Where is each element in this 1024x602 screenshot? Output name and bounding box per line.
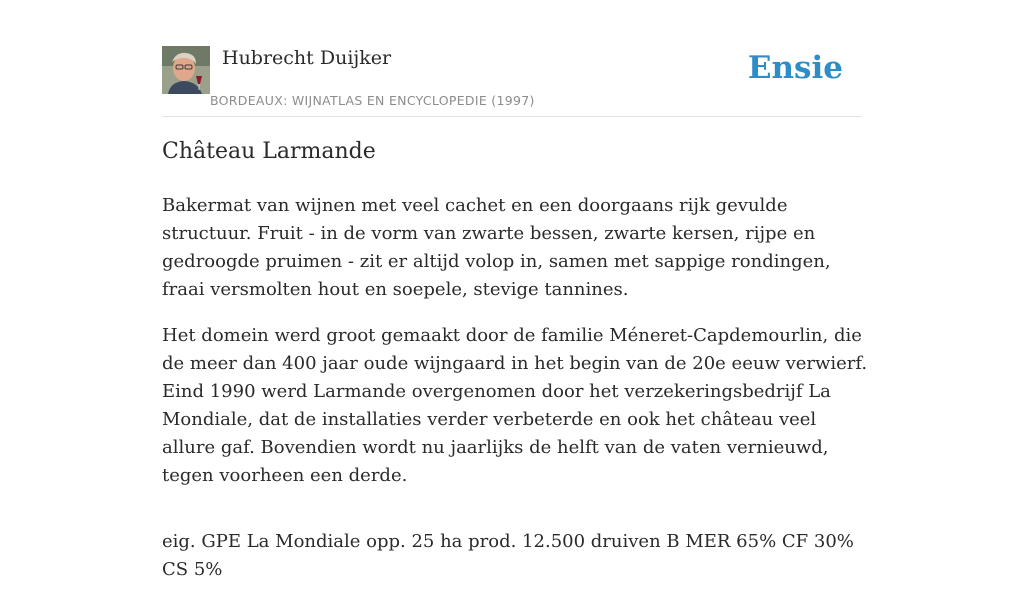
header [162, 46, 862, 117]
article-body [162, 192, 874, 602]
author-portrait-icon [162, 46, 210, 94]
source-title[interactable]: BORDEAUX: WIJNATLAS EN ENCYCLOPEDIE (1997) [210, 93, 535, 108]
brand-logo[interactable]: Ensie [747, 50, 843, 86]
article-paragraph: eig. GPE La Mondiale opp. 25 ha prod. 12.500 druiven B MER 65% CF 30% CS 5% [162, 531, 854, 580]
article-paragraph: Bakermat van wijnen met veel cachet en een doorgaans rijk gevulde structuur. Fruit - in de vorm van zwarte bessen, zwarte kersen, rijpe en gedroogde pruimen - zit er altijd volop in, samen met sappige rondingen, fraai versmolten hout en soepele, stevige tannines. [162, 195, 831, 300]
article-paragraph: Het domein werd groot gemaakt door de familie Méneret-Capdemourlin, die de meer dan 400 jaar oude wijngaard in het begin van de 20e eeuw verwierf. Eind 1990 werd Larmande overgenomen door het verzekeringsbedrijf La Mondiale, dat de installaties verder verbeterde en ook het château veel allure gaf. Bovendien wordt nu jaarlijks de helft van de vaten vernieuwd, tegen voorheen een derde. [162, 325, 868, 486]
page-title: Château Larmande [162, 139, 376, 164]
author-avatar[interactable] [162, 46, 210, 94]
author-link[interactable]: Hubrecht Duijker [222, 47, 392, 69]
